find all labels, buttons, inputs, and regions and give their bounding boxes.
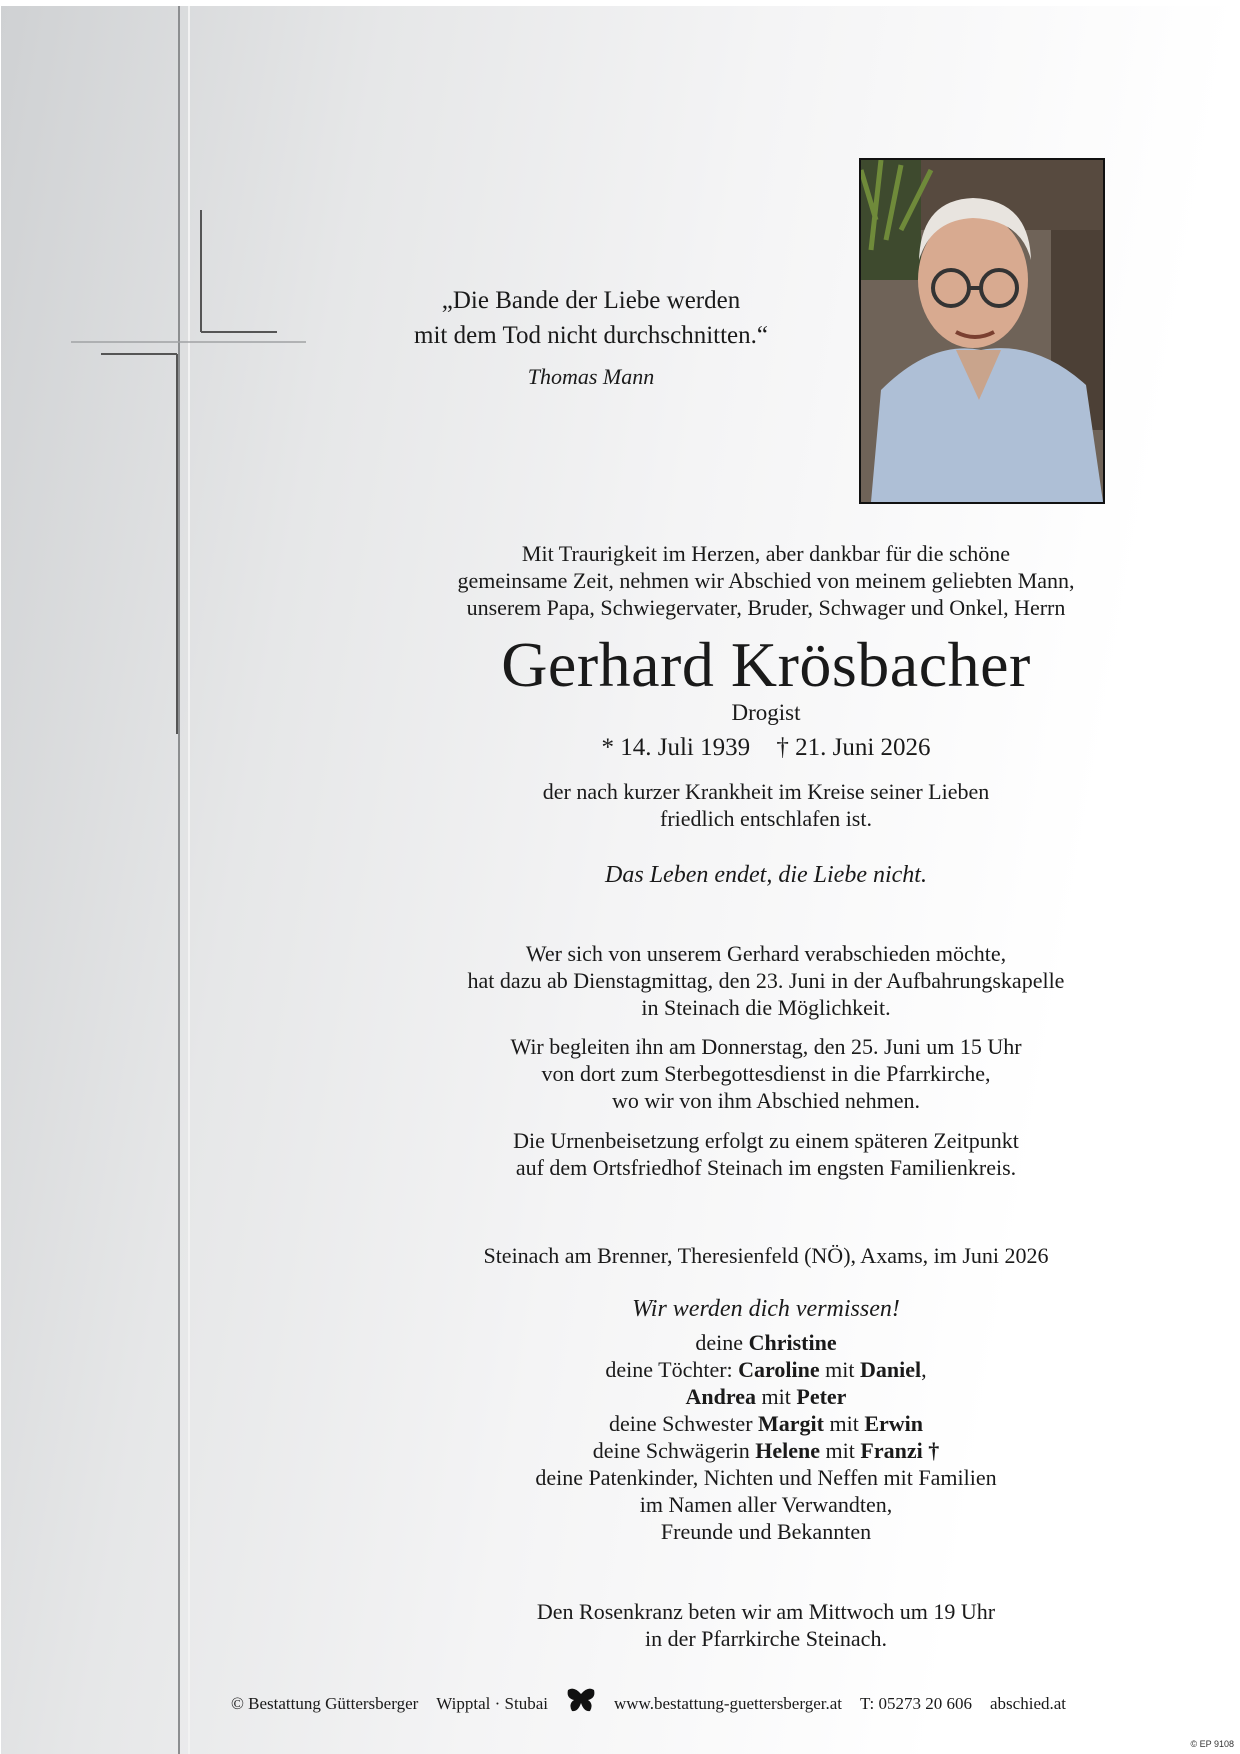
- family-list: [331, 1329, 1201, 1545]
- service-text: [331, 1033, 1201, 1114]
- passing-text: [331, 778, 1201, 832]
- deceased-name: Gerhard Krösbacher: [501, 629, 1031, 700]
- birth-date: * 14. Juli 1939: [601, 734, 751, 761]
- place-date: Steinach am Brenner, Theresienfeld (NÖ), Axams, im Juni 2026: [483, 1243, 1049, 1268]
- family-line-2: deine Töchter: Caroline mit Daniel,: [605, 1357, 927, 1382]
- rosary-line-1: Den Rosenkranz beten wir am Mittwoch um 19 Uhr: [536, 1599, 996, 1624]
- parte-page: [1, 6, 1240, 1754]
- family-line-4: deine Schwester Margit mit Erwin: [608, 1411, 924, 1436]
- service-line-1: Wir begleiten ihn am Donnerstag, den 25. Juni um 15 Uhr: [510, 1034, 1022, 1059]
- portrait-illustration: [861, 160, 1103, 502]
- intro-line-1: Mit Traurigkeit im Herzen, aber dankbar für die schöne: [521, 541, 1011, 566]
- burial-line-2: auf dem Ortsfriedhof Steinach im engsten Familienkreis.: [515, 1155, 1017, 1180]
- miss-line: Wir werden dich vermissen!: [632, 1296, 900, 1322]
- burial-text: [331, 1127, 1201, 1181]
- passing-line-1: der nach kurzer Krankheit im Kreise seiner Lieben: [542, 779, 990, 804]
- quote-line-2: mit dem Tod nicht durchschnitten.“: [414, 322, 768, 349]
- footer-phone: T: 05273 20 606: [860, 1693, 973, 1713]
- viewing-line-2: hat dazu ab Dienstagmittag, den 23. Juni in der Aufbahrungskapelle: [467, 968, 1065, 993]
- occupation: Drogist: [731, 700, 801, 725]
- life-dates: [331, 734, 1201, 762]
- footer-site2[interactable]: abschied.at: [990, 1693, 1067, 1713]
- death-date: † 21. Juni 2026: [776, 734, 931, 761]
- intro-line-3: unserem Papa, Schwiegervater, Bruder, Schwager und Onkel, Herrn: [466, 595, 1066, 620]
- viewing-line-3: in Steinach die Möglichkeit.: [641, 995, 891, 1020]
- intro-text: [331, 540, 1201, 621]
- butterfly-icon: [566, 1688, 596, 1719]
- rosary-text: [331, 1598, 1201, 1652]
- intro-line-2: gemeinsame Zeit, nehmen wir Abschied von meinem geliebten Mann,: [457, 568, 1075, 593]
- footer: [231, 1688, 1131, 1719]
- viewing-line-1: Wer sich von unserem Gerhard verabschieden möchte,: [525, 941, 1007, 966]
- footer-website[interactable]: www.bestattung-guettersberger.at: [613, 1693, 842, 1713]
- family-line-3: Andrea mit Peter: [685, 1384, 847, 1409]
- cross-icon: [1, 6, 321, 1754]
- rosary-line-2: in der Pfarrkirche Steinach.: [645, 1626, 887, 1651]
- family-line-5: deine Schwägerin Helene mit Franzi †: [592, 1438, 940, 1463]
- motto: Das Leben endet, die Liebe nicht.: [605, 862, 927, 888]
- family-line-1: deine Christine: [695, 1330, 837, 1355]
- family-line-7: im Namen aller Verwandten,: [639, 1492, 893, 1517]
- print-code: © EP 9108: [1190, 1739, 1234, 1749]
- burial-line-1: Die Urnenbeisetzung erfolgt zu einem späteren Zeitpunkt: [513, 1128, 1019, 1153]
- viewing-text: [331, 940, 1201, 1021]
- quote-author: Thomas Mann: [527, 364, 655, 389]
- family-line-6: deine Patenkinder, Nichten und Neffen mit Familien: [535, 1465, 997, 1490]
- portrait-photo: [859, 158, 1105, 504]
- service-line-2: von dort zum Sterbegottesdienst in die Pfarrkirche,: [541, 1061, 991, 1086]
- footer-region: Wipptal · Stubai: [436, 1693, 548, 1713]
- quote-line-1: „Die Bande der Liebe werden: [441, 287, 741, 314]
- family-line-8: Freunde und Bekannten: [660, 1519, 872, 1544]
- footer-company: © Bestattung Güttersberger: [231, 1693, 419, 1713]
- quote: [331, 283, 851, 353]
- service-line-3: wo wir von ihm Abschied nehmen.: [612, 1088, 920, 1113]
- passing-line-2: friedlich entschlafen ist.: [660, 806, 872, 831]
